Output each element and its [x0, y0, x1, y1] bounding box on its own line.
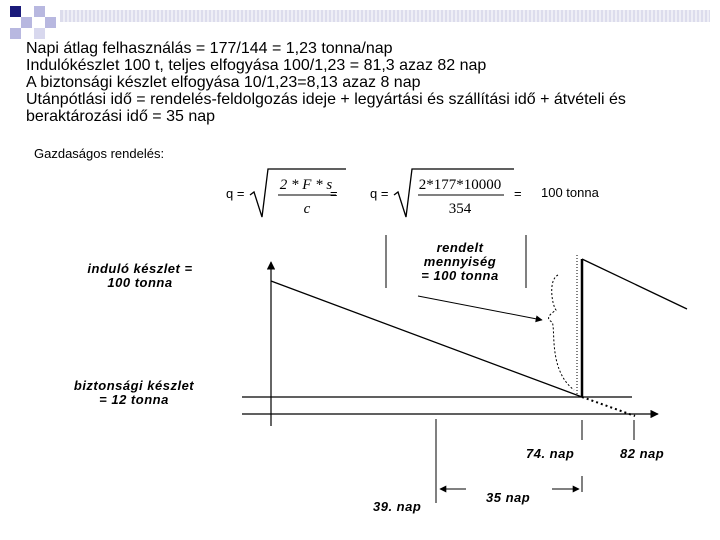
- text-line-lead-time: Utánpótlási idő = rendelés-feldolgozás ideje + legyártási és szállítási idő + átvételi és beraktározási idő = 35 nap: [26, 91, 626, 125]
- order-quantity-brace: [549, 275, 574, 390]
- formula-denominator: 354: [448, 201, 472, 217]
- label-day-39: 39. nap: [373, 499, 422, 514]
- label-safety-stock-line2: = 12 tonna: [99, 392, 169, 407]
- formula-equals: =: [330, 186, 338, 201]
- label-order-quantity: [398, 241, 522, 283]
- label-safety-stock-line1: biztonsági készlet: [73, 378, 195, 393]
- stock-depletion-line: [271, 281, 582, 397]
- formula-result: 100 tonna: [541, 185, 599, 200]
- order-pointer-arrow: [418, 296, 542, 320]
- formula-numerator: 2*177*10000: [418, 177, 502, 193]
- formula-equals: =: [514, 186, 522, 201]
- text-line-daily-usage: Napi átlag felhasználás = 177/144 = 1,23 tonna/nap: [26, 40, 393, 57]
- stock-projection-dotted: [582, 397, 635, 416]
- formula-q-prefix: q =: [370, 186, 389, 201]
- label-initial-stock-line1: induló készlet =: [87, 261, 193, 276]
- label-order-line1: rendelt: [436, 240, 484, 255]
- label-initial-stock-line2: 100 tonna: [107, 275, 173, 290]
- formula-q-prefix: q =: [226, 186, 245, 201]
- new-stock-line: [582, 259, 687, 309]
- label-day-74: 74. nap: [526, 446, 575, 461]
- formula-denominator: c: [303, 201, 311, 217]
- text-line-safety-stock: A biztonsági készlet elfogyása 10/1,23=8,13 azaz 8 nap: [26, 74, 421, 91]
- text-line-initial-stock: Indulókészlet 100 t, teljes elfogyása 100/1,23 = 81,3 azaz 82 nap: [26, 57, 487, 74]
- formula-numerator: 2 * F * s: [279, 177, 333, 193]
- economic-order-subtitle: Gazdaságos rendelés:: [34, 146, 165, 161]
- label-order-line3: = 100 tonna: [421, 268, 499, 283]
- label-lead-time-35: 35 nap: [486, 490, 531, 505]
- label-day-82: 82 nap: [620, 446, 665, 461]
- label-order-line2: mennyiség: [423, 254, 497, 269]
- label-initial-stock: [60, 262, 220, 290]
- label-safety-stock: [46, 379, 222, 407]
